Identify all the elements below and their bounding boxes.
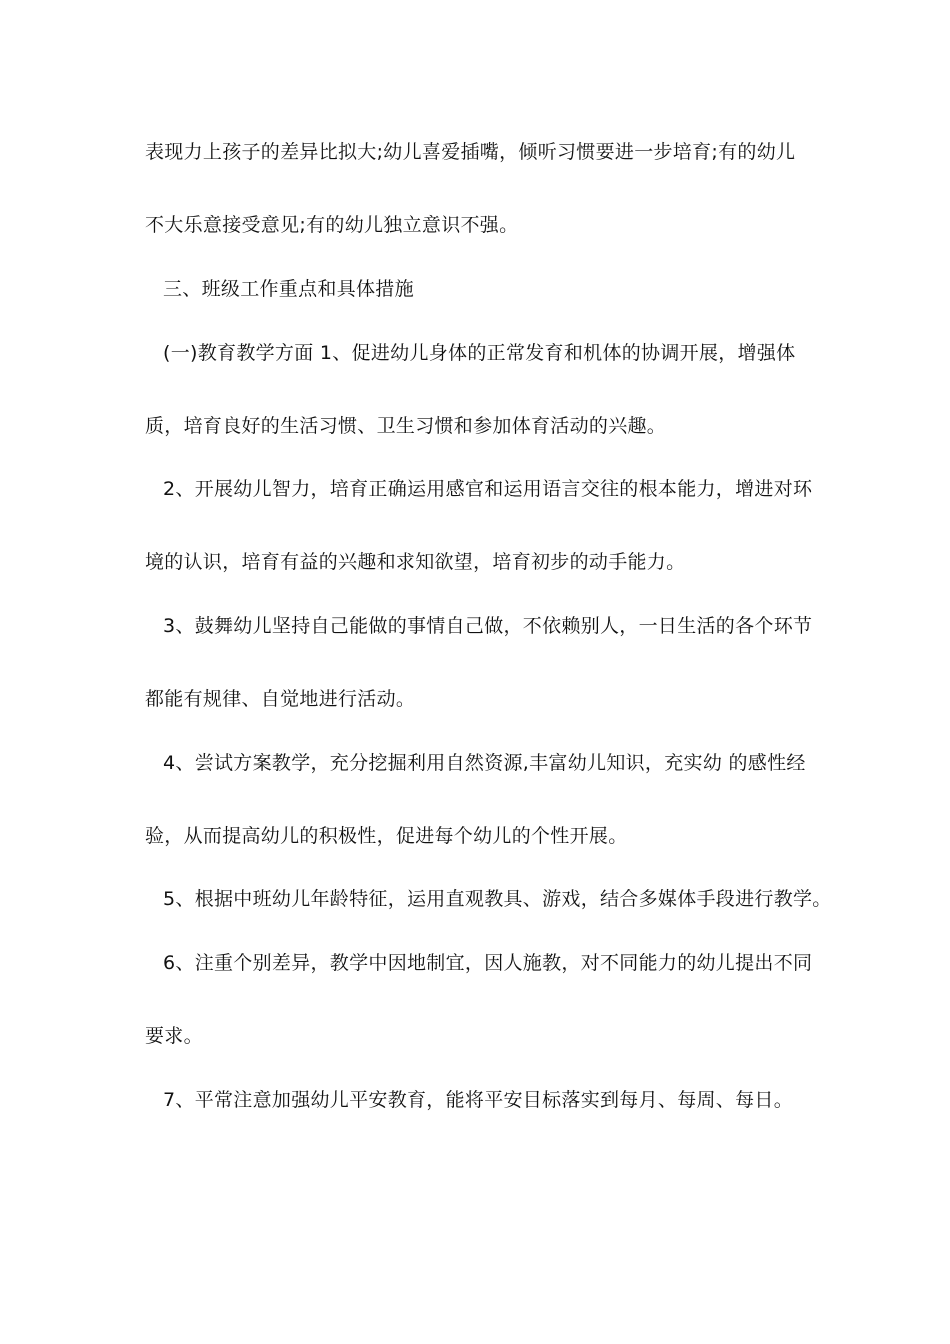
- paragraph-line: 质，培育良好的生活习惯、卫生习惯和参加体育活动的兴趣。: [145, 415, 667, 437]
- paragraph-line: 4、尝试方案教学，充分挖掘利用自然资源,丰富幼儿知识，充实幼 的感性经: [163, 752, 806, 774]
- paragraph-line: 要求。: [145, 1025, 203, 1047]
- paragraph-line: 都能有规律、自觉地进行活动。: [145, 688, 416, 710]
- section-heading: 三、班级工作重点和具体措施: [163, 278, 414, 300]
- paragraph-line: 不大乐意接受意见;有的幼儿独立意识不强。: [145, 214, 519, 236]
- paragraph-line: 表现力上孩子的差异比拟大;幼儿喜爱插嘴，倾听习惯要进一步培育;有的幼儿: [145, 141, 796, 163]
- paragraph-line: 6、注重个别差异，教学中因地制宜，因人施教，对不同能力的幼儿提出不同: [163, 952, 813, 974]
- paragraph-line: 3、鼓舞幼儿坚持自己能做的事情自己做，不依赖别人，一日生活的各个环节: [163, 615, 813, 637]
- paragraph-line: 2、开展幼儿智力，培育正确运用感官和运用语言交往的根本能力，增进对环: [163, 478, 813, 500]
- paragraph-line: 5、根据中班幼儿年龄特征，运用直观教具、游戏，结合多媒体手段进行教学。: [163, 888, 832, 910]
- paragraph-line: 境的认识，培育有益的兴趣和求知欲望，培育初步的动手能力。: [145, 551, 686, 573]
- paragraph-line: (一)教育教学方面 1、促进幼儿身体的正常发育和机体的协调开展，增强体: [163, 342, 796, 364]
- paragraph-line: 7、平常注意加强幼儿平安教育，能将平安目标落实到每月、每周、每日。: [163, 1089, 793, 1111]
- paragraph-line: 验，从而提高幼儿的积极性，促进每个幼儿的个性开展。: [145, 825, 628, 847]
